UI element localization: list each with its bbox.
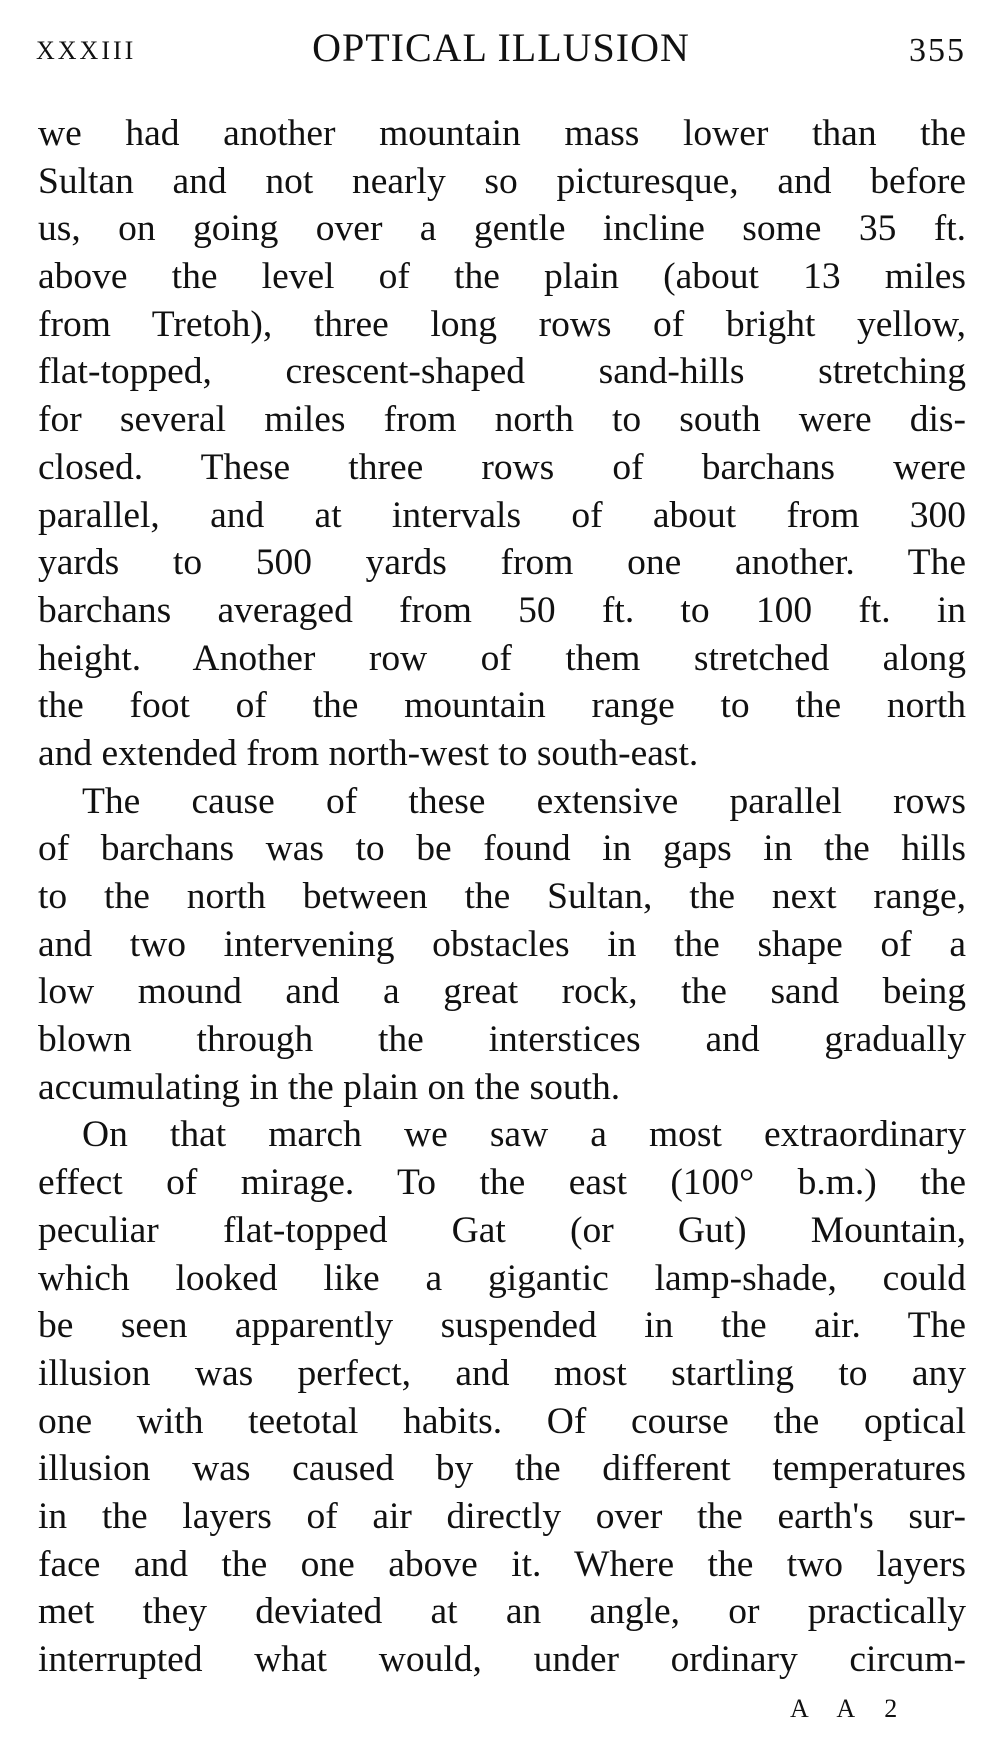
text-line: interrupted what would, under ordinary circum-: [38, 1639, 966, 1680]
page-number: 355: [909, 32, 966, 69]
chapter-number: XXXIII: [36, 36, 137, 65]
text-line: The cause of these extensive parallel rows: [82, 780, 966, 822]
text-line: closed. These three rows of barchans were: [38, 446, 966, 488]
running-header: [36, 22, 966, 82]
text-line: and extended from north-west to south-east.: [38, 732, 699, 774]
text-line: we had another mountain mass lower than the: [38, 113, 966, 154]
text-line: to the north between the Sultan, the next range,: [38, 876, 966, 917]
text-line: illusion was caused by the different temperatures: [38, 1448, 966, 1490]
text-line: peculiar flat-topped Gat (or Gut) Mountain,: [38, 1209, 966, 1251]
text-line: from Tretoh), three long rows of bright yellow,: [38, 303, 966, 345]
text-line: effect of mirage. To the east (100° b.m.) the: [38, 1162, 966, 1204]
text-line: On that march we saw a most extraordinary: [82, 1114, 966, 1156]
text-line: blown through the interstices and gradually: [38, 1019, 966, 1061]
text-line: the foot of the mountain range to the north: [38, 685, 966, 727]
text-line: parallel, and at intervals of about from 300: [38, 494, 966, 536]
text-line: above the level of the plain (about 13 miles: [38, 256, 966, 298]
text-line: accumulating in the plain on the south.: [38, 1066, 621, 1108]
text-line: in the layers of air directly over the earth's sur-: [38, 1495, 966, 1537]
text-line: of barchans was to be found in gaps in the hills: [38, 828, 966, 870]
text-line: be seen apparently suspended in the air. The: [38, 1305, 966, 1347]
text-line: us, on going over a gentle incline some 35 ft.: [38, 208, 966, 250]
text-line: met they deviated at an angle, or practically: [38, 1591, 966, 1633]
text-line: for several miles from north to south were dis-: [38, 399, 966, 441]
text-line: face and the one above it. Where the two layers: [38, 1543, 966, 1585]
text-line: and two intervening obstacles in the shape of a: [38, 923, 966, 965]
text-line: barchans averaged from 50 ft. to 100 ft. in: [38, 589, 966, 631]
text-line: low mound and a great rock, the sand being: [38, 971, 966, 1013]
page-title: OPTICAL ILLUSION: [312, 25, 690, 70]
text-line: yards to 500 yards from one another. The: [38, 542, 966, 584]
text-line: illusion was perfect, and most startling to any: [38, 1352, 966, 1394]
printer-signature: A A 2: [790, 1694, 910, 1723]
text-line: which looked like a gigantic lamp-shade, could: [38, 1257, 966, 1299]
text-line: flat-topped, crescent-shaped sand-hills stretching: [38, 351, 966, 393]
body-text: [38, 110, 966, 1684]
text-line: Sultan and not nearly so picturesque, and before: [38, 160, 966, 202]
text-line: height. Another row of them stretched along: [38, 637, 966, 679]
text-line: one with teetotal habits. Of course the optical: [38, 1400, 966, 1442]
